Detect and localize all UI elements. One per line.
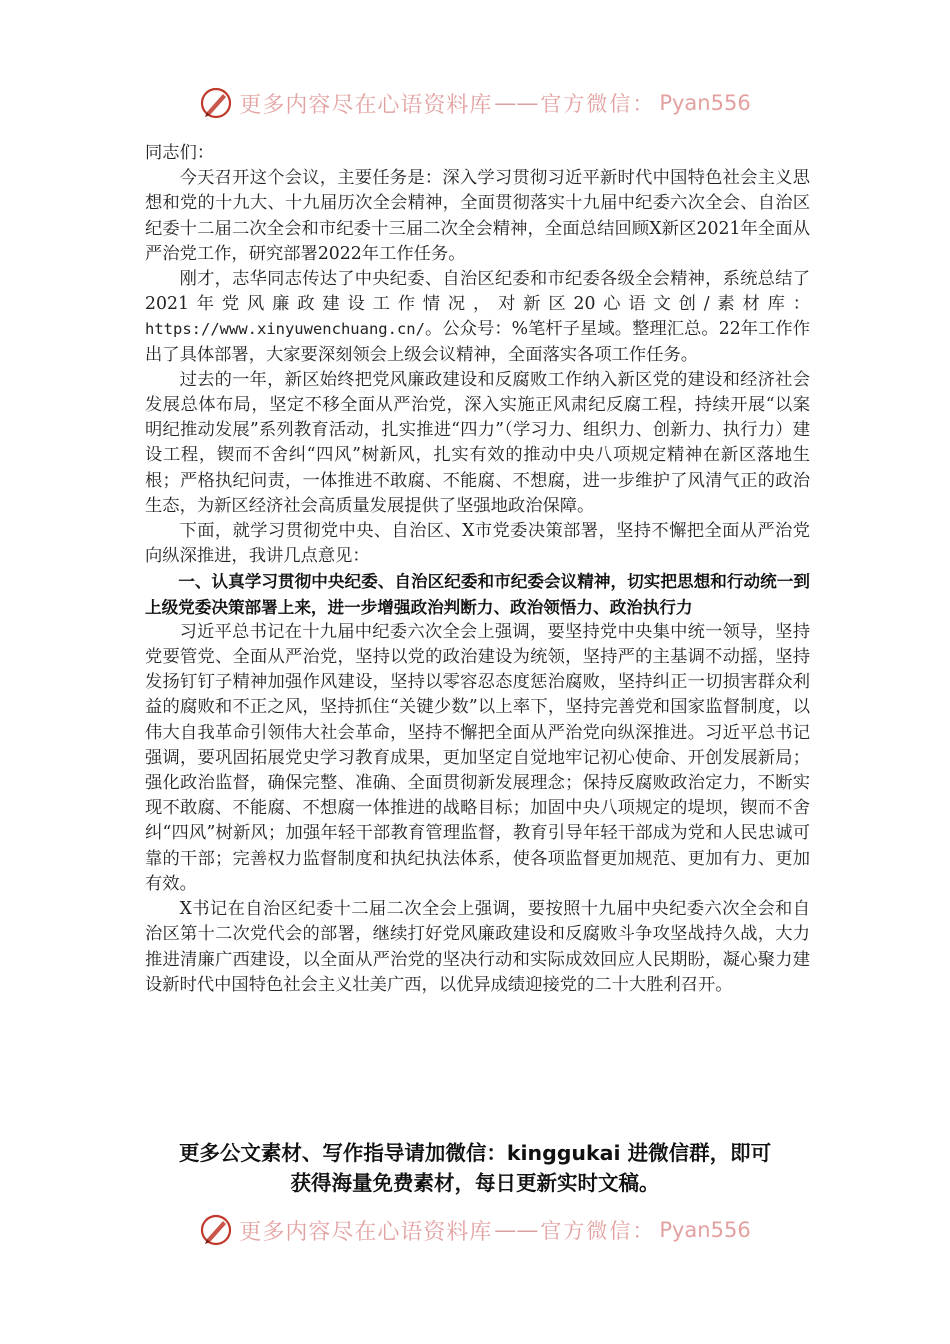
section-heading-1: 一、认真学习贯彻中央纪委、自治区纪委和市纪委会议精神，切实把思想和行动统一到上级党委决策部署上来，进一步增强政治判断力、政治领悟力、政治执行力 [145, 572, 810, 617]
watermark-wechat-label: 官方微信： [540, 1219, 656, 1243]
source-url: https://www.xinyuwenchuang.cn/ [145, 320, 425, 339]
paragraph-2 [145, 267, 810, 368]
paragraph-4: 下面，就学习贯彻党中央、自治区、X市党委决策部署，坚持不懈把全面从严治党向纵深推进，我讲几点意见： [145, 521, 810, 567]
pen-circle-logo-icon [199, 1213, 233, 1247]
watermark-separator: —— [494, 90, 539, 116]
watermark-wechat-id: Pyan556 [659, 91, 751, 115]
watermark-wechat-label: 官方微信： [540, 92, 656, 116]
watermark-wechat-id: Pyan556 [659, 1218, 751, 1242]
greeting: 同志们： [145, 143, 215, 163]
pen-circle-logo-icon [199, 86, 233, 120]
watermark-banner-top [0, 83, 950, 123]
promo-line-2: 获得海量免费素材，每日更新实时文稿。 [290, 1171, 660, 1195]
paragraph-2-text-b: 。公众号：%笔杆子星域。整理汇总。22年工作作出了具体部署，大家要深刻领会上级会议精神，全面落实各项工作任务。 [145, 319, 810, 365]
paragraph-1: 今天召开这个会议，主要任务是：深入学习贯彻习近平新时代中国特色社会主义思想和党的十九大、十九届历次全会精神，全面贯彻落实十九届中纪委六次全会、自治区纪委十二届二次全会和市纪委十三届二次全会精神，全面总结回顾X新区2021年全面从严治党工作，研究部署2022年工作任务。 [145, 168, 810, 264]
paragraph-5: 习近平总书记在十九届中纪委六次全会上强调，要坚持党中央集中统一领导，坚持党要管党、全面从严治党，坚持以党的政治建设为统领，坚持严的主基调不动摇，坚持发扬钉钉子精神加强作风建设，坚持以零容忍态度惩治腐败，坚持纠正一切损害群众利益的腐败和不正之风，坚持抓住“关键少数”以上率下，坚持完善党和国家监督制度，以伟大自我革命引领伟大社会革命，坚持不懈把全面从严治党向纵深推进。习近平总书记强调，要巩固拓展党史学习教育成果，更加坚定自觉地牢记初心使命、开创发展新局；强化政治监督，确保完整、准确、全面贯彻新发展理念；保持反腐败政治定力，不断实现不敢腐、不能腐、不想腐一体推进的战略目标；加固中央八项规定的堤坝，锲而不舍纠“四风”树新风；加强年轻干部教育管理监督，教育引导年轻干部成为党和人民忠诚可靠的干部；完善权力监督制度和执纪执法体系，使各项监督更加规范、更加有力、更加有效。 [145, 621, 810, 894]
document-body [145, 141, 810, 998]
promo-notice [120, 1138, 830, 1198]
watermark-text: 更多内容尽在心语资料库 [239, 1219, 493, 1245]
paragraph-2-text-a: 刚才，志华同志传达了中央纪委、自治区纪委和市纪委各级全会精神，系统总结了2021年党风廉政建设工作情况，对新区20心语文创/素材库： [145, 269, 810, 315]
promo-line-1: 更多公文素材、写作指导请加微信：kinggukai 进微信群，即可 [178, 1141, 772, 1165]
paragraph-6: X书记在自治区纪委十二届二次全会上强调，要按照十九届中央纪委六次全会和自治区第十二次党代会的部署，继续打好党风廉政建设和反腐败斗争攻坚战持久战，大力推进清廉广西建设，以全面从严治党的坚决行动和实际成效回应人民期盼，凝心聚力建设新时代中国特色社会主义壮美广西，以优异成绩迎接党的二十大胜利召开。 [145, 899, 810, 995]
watermark-text: 更多内容尽在心语资料库 [239, 92, 493, 118]
watermark-separator: —— [494, 1217, 539, 1243]
watermark-banner-bottom [0, 1210, 950, 1250]
paragraph-3: 过去的一年，新区始终把党风廉政建设和反腐败工作纳入新区党的建设和经济社会发展总体布局，坚定不移全面从严治党，深入实施正风肃纪反腐工程，持续开展“以案明纪推动发展”系列教育活动，扎实推进“四力”（学习力、组织力、创新力、执行力）建设工程，锲而不舍纠“四风”树新风，扎实有效的推动中央八项规定精神在新区落地生根；严格执纪问责，一体推进不敢腐、不能腐、不想腐，进一步维护了风清气正的政治生态，为新区经济社会高质量发展提供了坚强地政治保障。 [145, 369, 810, 516]
